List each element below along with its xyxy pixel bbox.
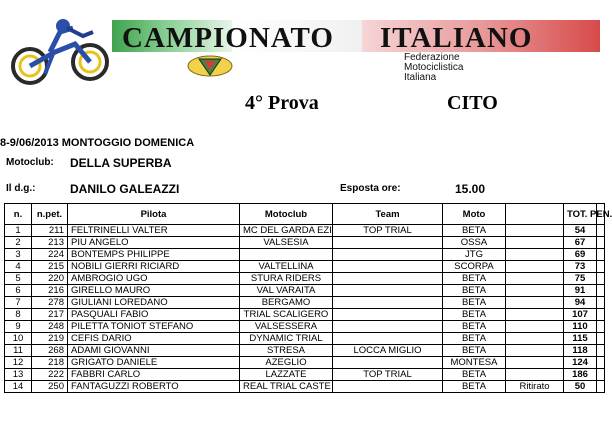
row-team (333, 309, 443, 321)
row-extra (597, 357, 605, 369)
row-extra (597, 297, 605, 309)
event-date-place: 8-9/06/2013 MONTOGGIO DOMENICA (0, 137, 195, 149)
row-motoclub: VALSESIA (240, 237, 333, 249)
row-motoclub: STURA RIDERS (240, 273, 333, 285)
row-extra (597, 285, 605, 297)
row-pilot: FELTRINELLI VALTER (68, 225, 240, 237)
row-moto: BETA (443, 345, 506, 357)
round-title: 4° Prova (245, 92, 319, 114)
row-pet-number: 215 (32, 261, 68, 273)
row-number: 2 (5, 237, 32, 249)
trial-bike-logo-icon (5, 14, 115, 86)
row-motoclub (240, 249, 333, 261)
row-extra (597, 249, 605, 261)
row-pilot: PILETTA TONIOT STEFANO (68, 321, 240, 333)
row-pilot: PASQUALI FABIO (68, 309, 240, 321)
row-note (506, 369, 564, 381)
table-row (5, 249, 605, 261)
row-motoclub: STRESA (240, 345, 333, 357)
table-row (5, 297, 605, 309)
row-moto: BETA (443, 309, 506, 321)
row-note (506, 333, 564, 345)
table-row (5, 321, 605, 333)
fmi-shield-icon (185, 53, 235, 79)
row-number: 6 (5, 285, 32, 297)
table-row (5, 381, 605, 393)
row-motoclub: REAL TRIAL CASTE (240, 381, 333, 393)
row-pet-number: 216 (32, 285, 68, 297)
row-moto: BETA (443, 297, 506, 309)
row-moto: BETA (443, 369, 506, 381)
esposta-value: 15.00 (455, 182, 486, 196)
banner-title-italiano: ITALIANO (380, 22, 533, 54)
row-tot-pen: 91 (564, 285, 597, 297)
row-team: LOCCA MIGLIO (333, 345, 443, 357)
row-number: 5 (5, 273, 32, 285)
row-pet-number: 248 (32, 321, 68, 333)
row-pilot: GRIGATO DANIELE (68, 357, 240, 369)
row-moto: JTG (443, 249, 506, 261)
row-pilot: FABBRI CARLO (68, 369, 240, 381)
row-team (333, 297, 443, 309)
row-pilot: AMBROGIO UGO (68, 273, 240, 285)
row-extra (597, 381, 605, 393)
row-extra (597, 237, 605, 249)
table-row (5, 309, 605, 321)
row-tot-pen: 124 (564, 357, 597, 369)
row-tot-pen: 69 (564, 249, 597, 261)
row-tot-pen: 54 (564, 225, 597, 237)
row-pet-number: 222 (32, 369, 68, 381)
header-note (506, 204, 564, 225)
row-pet-number: 213 (32, 237, 68, 249)
row-pilot: FANTAGUZZI ROBERTO (68, 381, 240, 393)
row-note (506, 237, 564, 249)
header-npet: n.pet. (32, 204, 68, 225)
row-motoclub: VALSESSERA (240, 321, 333, 333)
row-moto: BETA (443, 225, 506, 237)
header-n: n. (5, 204, 32, 225)
header-motoclub: Motoclub (240, 204, 333, 225)
banner-title-campionato: CAMPIONATO (122, 22, 334, 54)
row-team: TOP TRIAL (333, 225, 443, 237)
table-row (5, 273, 605, 285)
row-number: 10 (5, 333, 32, 345)
row-team (333, 285, 443, 297)
row-moto: BETA (443, 273, 506, 285)
row-team (333, 321, 443, 333)
motoclub-value: DELLA SUPERBA (70, 156, 172, 170)
row-number: 3 (5, 249, 32, 261)
row-pilot: ADAMI GIOVANNI (68, 345, 240, 357)
esposta-label: Esposta ore: (340, 183, 401, 194)
row-motoclub: MC DEL GARDA EZI (240, 225, 333, 237)
row-motoclub: TRIAL SCALIGERO (240, 309, 333, 321)
row-moto: BETA (443, 285, 506, 297)
row-note (506, 249, 564, 261)
table-row (5, 333, 605, 345)
row-tot-pen: 115 (564, 333, 597, 345)
row-extra (597, 345, 605, 357)
row-team (333, 261, 443, 273)
row-team (333, 333, 443, 345)
row-tot-pen: 67 (564, 237, 597, 249)
row-motoclub: BERGAMO (240, 297, 333, 309)
table-header-row (5, 204, 605, 225)
banner (0, 0, 600, 100)
row-tot-pen: 50 (564, 381, 597, 393)
row-pet-number: 217 (32, 309, 68, 321)
header-pilota: Pilota (68, 204, 240, 225)
row-number: 14 (5, 381, 32, 393)
federation-text (404, 53, 463, 83)
row-team (333, 273, 443, 285)
row-note: Ritirato (506, 381, 564, 393)
row-number: 9 (5, 321, 32, 333)
row-tot-pen: 94 (564, 297, 597, 309)
table-row (5, 225, 605, 237)
row-moto: OSSA (443, 237, 506, 249)
table-row (5, 261, 605, 273)
row-number: 11 (5, 345, 32, 357)
row-extra (597, 261, 605, 273)
table-row (5, 237, 605, 249)
row-tot-pen: 118 (564, 345, 597, 357)
row-moto: SCORPA (443, 261, 506, 273)
row-pilot: BONTEMPS PHILIPPE (68, 249, 240, 261)
row-note (506, 261, 564, 273)
federation-line: Italiana (404, 72, 437, 83)
row-number: 12 (5, 357, 32, 369)
table-row (5, 357, 605, 369)
results-table (4, 203, 612, 393)
row-note (506, 321, 564, 333)
table-row (5, 285, 605, 297)
row-pilot: GIRELLO MAURO (68, 285, 240, 297)
row-team (333, 357, 443, 369)
row-note (506, 297, 564, 309)
row-pilot: NOBILI GIERRI RICIARD (68, 261, 240, 273)
row-pet-number: 224 (32, 249, 68, 261)
row-motoclub: VALTELLINA (240, 261, 333, 273)
row-pet-number: 219 (32, 333, 68, 345)
row-moto: BETA (443, 333, 506, 345)
category-title: CITO (447, 92, 498, 114)
row-tot-pen: 186 (564, 369, 597, 381)
row-number: 8 (5, 309, 32, 321)
row-number: 1 (5, 225, 32, 237)
table-row (5, 345, 605, 357)
row-note (506, 285, 564, 297)
header-tot-pen: TOT. PEN. (564, 204, 597, 225)
row-pilot: PIU ANGELO (68, 237, 240, 249)
row-team (333, 381, 443, 393)
row-tot-pen: 75 (564, 273, 597, 285)
header-team: Team (333, 204, 443, 225)
row-number: 13 (5, 369, 32, 381)
row-note (506, 357, 564, 369)
row-pet-number: 278 (32, 297, 68, 309)
row-motoclub: AZEGLIO (240, 357, 333, 369)
motoclub-label: Motoclub: (6, 157, 54, 168)
row-team (333, 249, 443, 261)
row-pet-number: 268 (32, 345, 68, 357)
row-motoclub: VAL VARAITA (240, 285, 333, 297)
row-motoclub: DYNAMIC TRIAL (240, 333, 333, 345)
row-pilot: CEFIS DARIO (68, 333, 240, 345)
federation-line: Motociclistica (404, 62, 464, 73)
row-extra (597, 225, 605, 237)
row-pet-number: 220 (32, 273, 68, 285)
row-tot-pen: 110 (564, 321, 597, 333)
row-moto: BETA (443, 381, 506, 393)
row-pilot: GIULIANI LOREDANO (68, 297, 240, 309)
row-number: 4 (5, 261, 32, 273)
row-note (506, 345, 564, 357)
row-tot-pen: 73 (564, 261, 597, 273)
dg-label: Il d.g.: (6, 183, 36, 194)
row-motoclub: LAZZATE (240, 369, 333, 381)
row-extra (597, 273, 605, 285)
row-extra (597, 369, 605, 381)
row-pet-number: 218 (32, 357, 68, 369)
row-moto: MONTESA (443, 357, 506, 369)
row-moto: BETA (443, 321, 506, 333)
row-pet-number: 250 (32, 381, 68, 393)
row-pet-number: 211 (32, 225, 68, 237)
row-extra (597, 321, 605, 333)
row-extra (597, 333, 605, 345)
row-note (506, 225, 564, 237)
row-note (506, 309, 564, 321)
row-team (333, 237, 443, 249)
row-note (506, 273, 564, 285)
header-moto: Moto (443, 204, 506, 225)
dg-value: DANILO GALEAZZI (70, 182, 180, 196)
row-number: 7 (5, 297, 32, 309)
row-tot-pen: 107 (564, 309, 597, 321)
table-row (5, 369, 605, 381)
row-extra (597, 309, 605, 321)
federation-line: Federazione (404, 52, 460, 63)
row-team: TOP TRIAL (333, 369, 443, 381)
